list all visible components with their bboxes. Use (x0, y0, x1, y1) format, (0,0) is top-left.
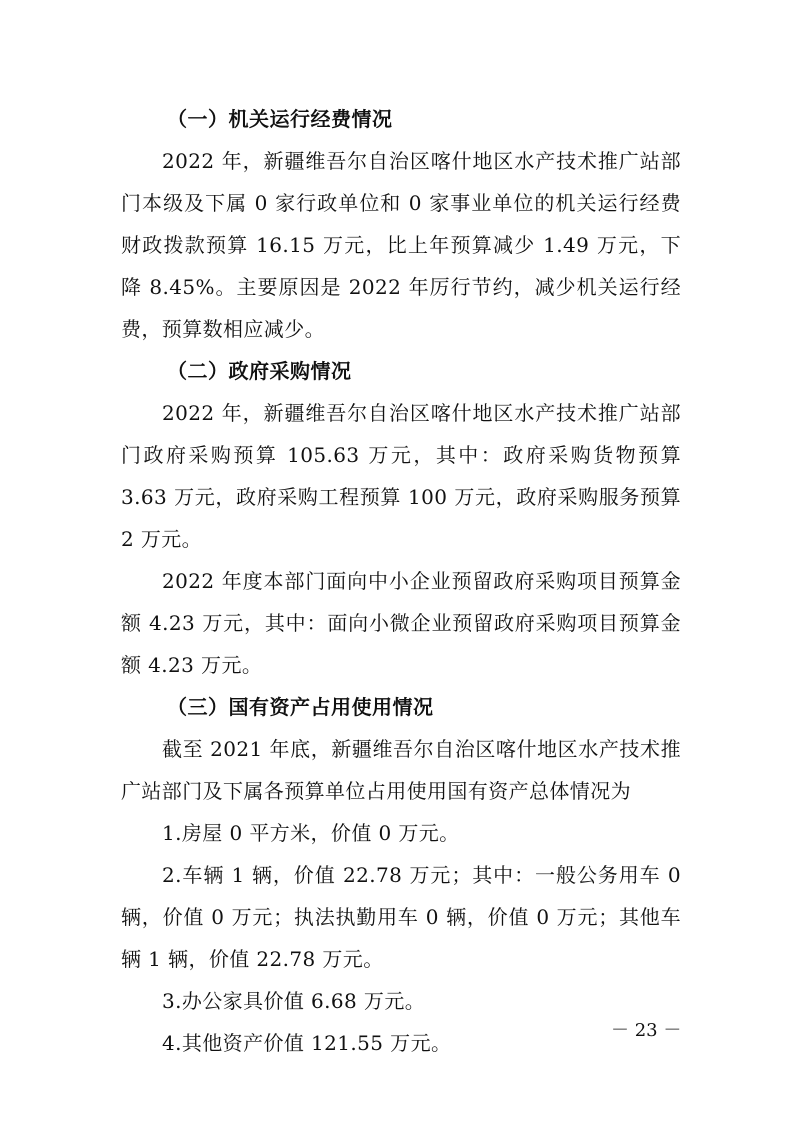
list-item-vehicles: 2.车辆 1 辆，价值 22.78 万元；其中：一般公务用车 0 辆，价值 0 万元；执法执勤用车 0 辆，价值 0 万元；其他车辆 1 辆，价值 22.78 万元。 (121, 863, 681, 971)
list-item-office-furniture: 3.办公家具价值 6.68 万元。 (162, 989, 426, 1013)
paragraph-sme-reserved-procurement: 2022 年度本部门面向中小企业预留政府采购项目预算金额 4.23 万元，其中：面向小微企业预留政府采购项目预算金额 4.23 万元。 (121, 569, 681, 677)
paragraph-operating-expenses: 2022 年，新疆维吾尔自治区喀什地区水产技术推广站部门本级及下属 0 家行政单位和 0 家事业单位的机关运行经费财政拨款预算 16.15 万元，比上年预算减少 1.49 万元，下降 8.45%。主要原因是 2022 年厉行节约，减少机关运行经费，预算数相应减少。 (121, 149, 681, 341)
section-heading-state-assets: （三）国有资产占用使用情况 (167, 695, 434, 719)
section-heading-government-procurement: （二）政府采购情况 (167, 359, 352, 383)
page-content (121, 98, 681, 1064)
section-heading-operating-expenses: （一）机关运行经费情况 (167, 107, 393, 131)
list-item-other-assets: 4.其他资产价值 121.55 万元。 (162, 1031, 452, 1055)
list-item-buildings: 1.房屋 0 平方米，价值 0 万元。 (162, 821, 460, 845)
page-number: － 23 － (611, 1020, 682, 1041)
paragraph-state-assets-intro: 截至 2021 年底，新疆维吾尔自治区喀什地区水产技术推广站部门及下属各预算单位占用使用国有资产总体情况为 (121, 737, 681, 803)
paragraph-procurement-budget: 2022 年，新疆维吾尔自治区喀什地区水产技术推广站部门政府采购预算 105.63 万元，其中：政府采购货物预算 3.63 万元，政府采购工程预算 100 万元，政府采购服务预算 2 万元。 (121, 401, 681, 551)
